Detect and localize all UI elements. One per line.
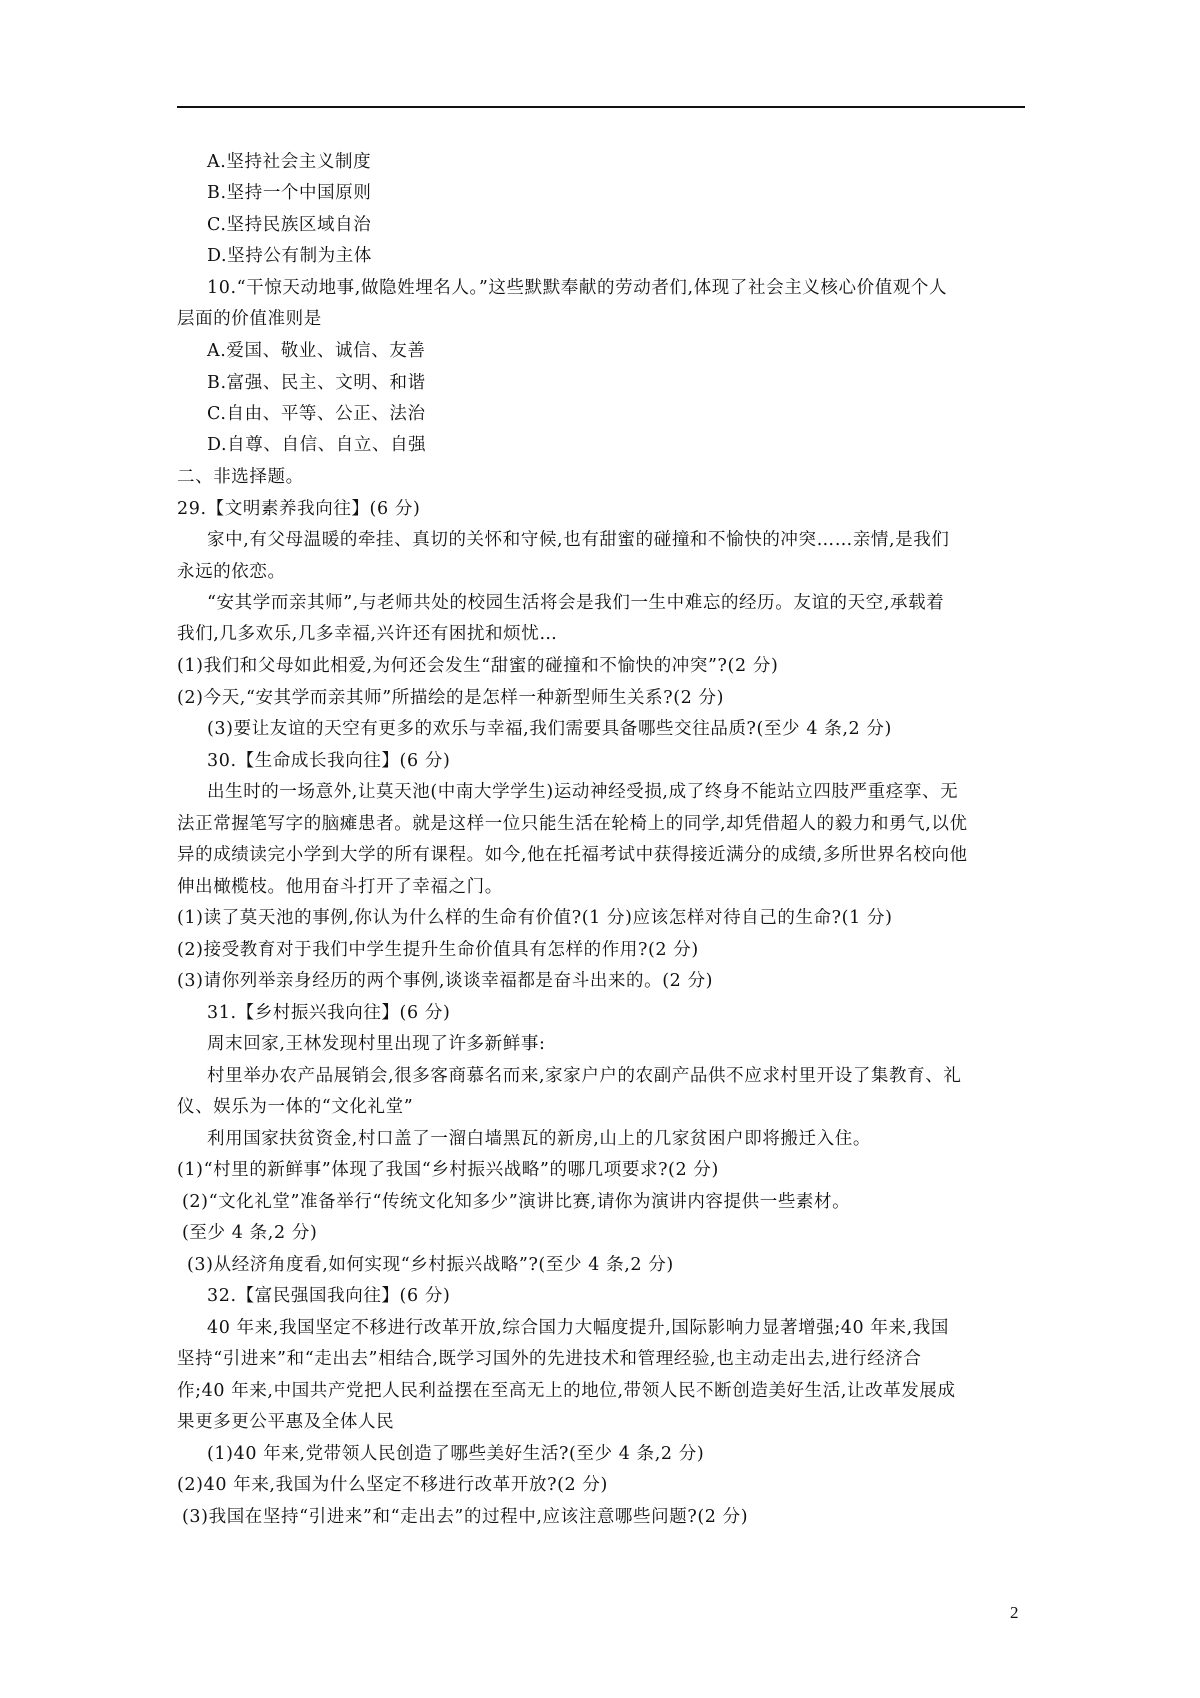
- q29-subquestion-2: (2)今天,“安其学而亲其师”所描绘的是怎样一种新型师生关系?(2 分): [177, 688, 725, 708]
- q29-text-line: “安其学而亲其师”,与老师共处的校园生活将会是我们一生中难忘的经历。友谊的天空,承载着: [207, 593, 945, 613]
- q30-subquestion-2: (2)接受教育对于我们中学生提升生命价值具有怎样的作用?(2 分): [177, 940, 699, 960]
- q31-subquestion-2-cont: (至少 4 条,2 分): [182, 1223, 318, 1243]
- q32-text-line: 40 年来,我国坚定不移进行改革开放,综合国力大幅度提升,国际影响力显著增强;40 年来,我国: [207, 1318, 950, 1338]
- q29-text-line: 我们,几多欢乐,几多幸福,兴许还有困扰和烦忧…: [177, 624, 558, 644]
- q30-text-line: 伸出橄榄枝。他用奋斗打开了幸福之门。: [177, 877, 503, 897]
- q9-option-c: C.坚持民族区域自治: [207, 215, 372, 235]
- q10-stem-line-2: 层面的价值准则是: [177, 309, 322, 329]
- q31-subquestion-2: (2)“文化礼堂”准备举行“传统文化知多少”演讲比赛,请你为演讲内容提供一些素材。: [182, 1192, 851, 1212]
- q9-option-b: B.坚持一个中国原则: [207, 183, 372, 203]
- q29-subquestion-1: (1)我们和父母如此相爱,为何还会发生“甜蜜的碰撞和不愉快的冲突”?(2 分): [177, 656, 779, 676]
- q29-text-line: 家中,有父母温暖的牵挂、真切的关怀和守候,也有甜蜜的碰撞和不愉快的冲突……亲情,是我们: [207, 530, 950, 550]
- q9-option-d: D.坚持公有制为主体: [207, 246, 372, 266]
- q10-option-b: B.富强、民主、文明、和谐: [207, 373, 426, 393]
- q30-text-line: 异的成绩读完小学到大学的所有课程。如今,他在托福考试中获得接近满分的成绩,多所世界名校向他: [177, 845, 968, 865]
- q32-text-line: 坚持“引进来”和“走出去”相结合,既学习国外的先进技术和管理经验,也主动走出去,进行经济合: [177, 1349, 922, 1369]
- q10-option-a: A.爱国、敬业、诚信、友善: [207, 341, 426, 361]
- q32-text-line: 作;40 年来,中国共产党把人民利益摆在至高无上的地位,带领人民不断创造美好生活,让改革发展成: [177, 1381, 956, 1401]
- q31-subquestion-3: (3)从经济角度看,如何实现“乡村振兴战略”?(至少 4 条,2 分): [187, 1255, 674, 1275]
- q30-subquestion-3: (3)请你列举亲身经历的两个事例,谈谈幸福都是奋斗出来的。(2 分): [177, 971, 714, 991]
- q30-text-line: 出生时的一场意外,让莫天池(中南大学学生)运动神经受损,成了终身不能站立四肢严重痉挛、无: [207, 782, 959, 802]
- q10-option-d: D.自尊、自信、自立、自强: [207, 435, 427, 455]
- q29-text-line: 永远的依恋。: [177, 562, 286, 582]
- q31-text-line: 村里举办农产品展销会,很多客商慕名而来,家家户户的农副产品供不应求村里开设了集教育、礼: [207, 1066, 962, 1086]
- q32-subquestion-1: (1)40 年来,党带领人民创造了哪些美好生活?(至少 4 条,2 分): [207, 1444, 705, 1464]
- section-2-title: 二、非选择题。: [177, 467, 304, 487]
- q31-subquestion-1: (1)“村里的新鲜事”体现了我国“乡村振兴战略”的哪几项要求?(2 分): [177, 1160, 719, 1180]
- q31-text-line: 仪、娱乐为一体的“文化礼堂”: [177, 1097, 414, 1117]
- q10-option-c: C.自由、平等、公正、法治: [207, 404, 426, 424]
- q30-text-line: 法正常握笔写字的脑瘫患者。就是这样一位只能生活在轮椅上的同学,却凭借超人的毅力和勇气,以优: [177, 814, 968, 834]
- q29-title: 29.【文明素养我向往】(6 分): [177, 499, 421, 519]
- q32-subquestion-2: (2)40 年来,我国为什么坚定不移进行改革开放?(2 分): [177, 1475, 608, 1495]
- q31-text-line: 利用国家扶贫资金,村口盖了一溜白墙黑瓦的新房,山上的几家贫困户即将搬迁入住。: [207, 1129, 871, 1149]
- q10-stem-line-1: 10.“干惊天动地事,做隐姓埋名人。”这些默默奉献的劳动者们,体现了社会主义核心价值观个人: [207, 278, 948, 298]
- q31-text-line: 周末回家,王林发现村里出现了许多新鲜事:: [207, 1034, 546, 1054]
- q30-subquestion-1: (1)读了莫天池的事例,你认为什么样的生命有价值?(1 分)应该怎样对待自己的生命?(1 分): [177, 908, 893, 928]
- q30-title: 30.【生命成长我向往】(6 分): [207, 751, 451, 771]
- q29-subquestion-3: (3)要让友谊的天空有更多的欢乐与幸福,我们需要具备哪些交往品质?(至少 4 条,2 分): [207, 719, 892, 739]
- q32-title: 32.【富民强国我向往】(6 分): [207, 1286, 451, 1306]
- q31-title: 31.【乡村振兴我向往】(6 分): [207, 1003, 451, 1023]
- q32-subquestion-3: (3)我国在坚持“引进来”和“走出去”的过程中,应该注意哪些问题?(2 分): [182, 1507, 749, 1527]
- q9-option-a: A.坚持社会主义制度: [207, 152, 372, 172]
- header-rule: [177, 106, 1025, 108]
- q32-text-line: 果更多更公平惠及全体人民: [177, 1412, 395, 1432]
- page-number: 2: [1010, 1603, 1019, 1622]
